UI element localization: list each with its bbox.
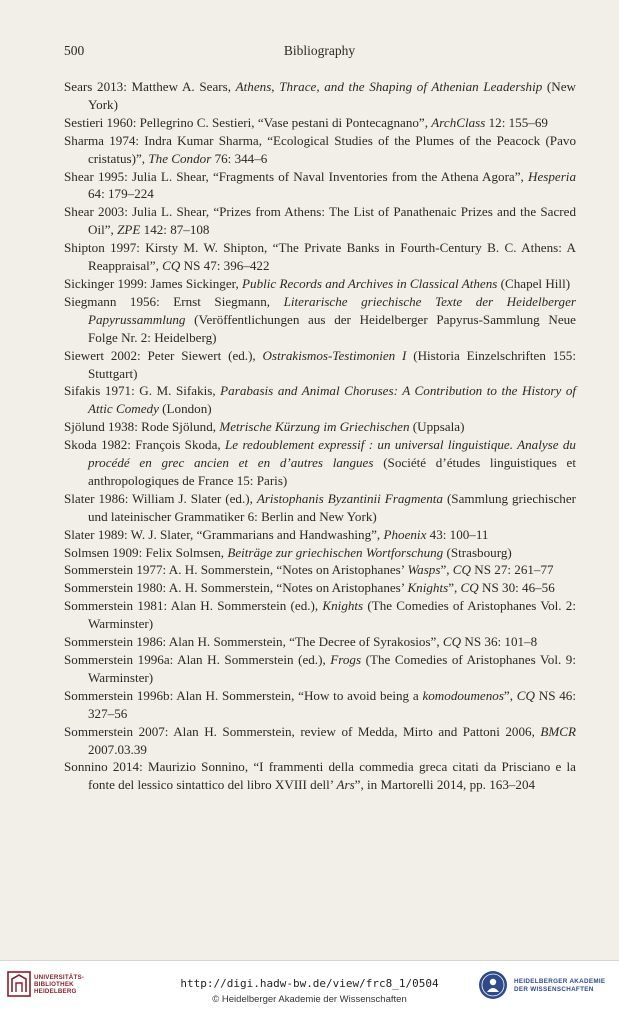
bibliography-entry bbox=[64, 561, 576, 579]
entry-text: (Historia Einzelschriften 155: Stuttgart) bbox=[88, 347, 576, 381]
entry-text: (The Comedies of Aristophanes Vol. 2: Warminster) bbox=[88, 598, 576, 632]
entry-text: Siegmann 1956: Ernst Siegmann, bbox=[64, 293, 284, 309]
entry-text: NS 27: 261–77 bbox=[471, 562, 554, 578]
academy-name-line: HEIDELBERGER AKADEMIE bbox=[514, 978, 606, 985]
entry-title-italic: Public Records and Archives in Classical Athens bbox=[242, 275, 498, 291]
bibliography-entry bbox=[64, 758, 576, 794]
entry-text: Solmsen 1909: Felix Solmsen, bbox=[64, 544, 228, 560]
library-name-line: HEIDELBERG bbox=[34, 988, 77, 995]
running-head bbox=[64, 43, 575, 61]
entry-text: ”, in Martorelli 2014, pp. 163–204 bbox=[354, 777, 536, 793]
academy-name bbox=[514, 978, 605, 993]
bibliography-entry bbox=[64, 436, 576, 490]
entry-text: Sjölund 1938: Rode Sjölund, bbox=[64, 419, 220, 435]
entry-text: (Chapel Hill) bbox=[497, 275, 571, 291]
entry-text: Shear 1995: Julia L. Shear, “Fragments of Naval Inventories from the Athena Agora”, bbox=[64, 168, 528, 184]
bibliography-entry bbox=[64, 114, 576, 132]
bibliography-entry bbox=[64, 526, 576, 544]
library-name-line: BIBLIOTHEK bbox=[34, 981, 74, 988]
copyright-notice: © Heidelberger Akademie der Wissenschaften bbox=[212, 994, 407, 1005]
entry-text: ”, bbox=[503, 687, 517, 703]
entry-title-italic: komodoumenos bbox=[422, 687, 504, 703]
permalink-url[interactable]: http://digi.hadw-bw.de/view/frc8_1/0504 bbox=[180, 977, 439, 990]
entry-text: Skoda 1982: François Skoda, bbox=[64, 437, 226, 453]
viewer-footer bbox=[0, 960, 619, 1009]
entry-text: Shear 2003: Julia L. Shear, “Prizes from Athens: The List of Panathenaic Prizes and the Sacred Oil”, bbox=[64, 204, 576, 238]
entry-text: Sommerstein 1981: Alan H. Sommerstein (ed.), bbox=[64, 598, 323, 614]
entry-title-italic: Beiträge zur griechischen Wortforschung bbox=[227, 544, 444, 560]
entry-title-italic: Wasps bbox=[407, 562, 441, 578]
entry-title-italic: CQ bbox=[516, 687, 535, 703]
entry-text: Sestieri 1960: Pellegrino C. Sestieri, “Vase pestani di Pontecagnano”, bbox=[64, 114, 432, 130]
bibliography-entry bbox=[64, 239, 576, 275]
entry-text: Slater 1986: William J. Slater (ed.), bbox=[64, 490, 257, 506]
entry-text: 43: 100–11 bbox=[426, 526, 489, 542]
entry-title-italic: Frogs bbox=[330, 652, 362, 667]
entry-title-italic: CQ bbox=[460, 580, 479, 596]
entry-text: Sommerstein 1980: A. H. Sommerstein, “Notes on Aristophanes’ bbox=[64, 580, 408, 596]
entry-text: Sonnino 2014: Maurizio Sonnino, “I frammenti della commedia greca citati da Prisciano e la fonte del lessico sintattico del libro XVIII dell’ bbox=[64, 759, 576, 793]
bibliography-list bbox=[64, 78, 576, 794]
entry-title-italic: Le redoublement expressif : un universal linguistique. Analyse du procédé en grec ancien et en d’autres langues bbox=[88, 437, 576, 471]
bibliography-entry bbox=[64, 579, 576, 597]
entry-title-italic: Ostrakismos-Testimonien I bbox=[262, 347, 407, 363]
entry-title-italic: Ars bbox=[336, 777, 355, 793]
bibliography-entry bbox=[64, 633, 576, 651]
entry-text: Sommerstein 2007: Alan H. Sommerstein, review of Medda, Mirto and Pattoni 2006, bbox=[64, 723, 541, 739]
entry-text: 142: 87–108 bbox=[140, 222, 210, 238]
entry-text: ”, bbox=[448, 580, 461, 596]
entry-title-italic: ZPE bbox=[117, 222, 141, 238]
entry-text: (Strasbourg) bbox=[443, 544, 512, 560]
entry-title-italic: Hesperia bbox=[527, 168, 576, 184]
bibliography-entry bbox=[64, 132, 576, 168]
entry-text: Siewert 2002: Peter Siewert (ed.), bbox=[64, 347, 263, 363]
entry-text: Sears 2013: Matthew A. Sears, bbox=[64, 79, 236, 94]
entry-text: Sharma 1974: Indra Kumar Sharma, “Ecological Studies of the Plumes of the Peacock (Pavo cristatus)”, bbox=[64, 132, 576, 166]
bibliography-entry bbox=[64, 723, 576, 759]
entry-title-italic: Aristophanis Byzantinii Fragmenta bbox=[256, 490, 443, 506]
entry-text: NS 36: 101–8 bbox=[461, 634, 538, 650]
page-number: 500 bbox=[64, 43, 85, 58]
entry-title-italic: ArchClass bbox=[431, 114, 486, 130]
bibliography-entry bbox=[64, 78, 576, 114]
entry-text: (Veröffentlichungen aus der Heidelberger Papyrus-Sammlung Neue Folge Nr. 2: Heidelberg) bbox=[88, 311, 576, 345]
library-name-line: UNIVERSITÄTS- bbox=[34, 974, 85, 981]
entry-text: Sommerstein 1996a: Alan H. Sommerstein (ed.), bbox=[64, 652, 331, 667]
entry-title-italic: CQ bbox=[442, 634, 462, 650]
entry-text: 12: 155–69 bbox=[485, 114, 548, 130]
entry-title-italic: The Condor bbox=[148, 150, 212, 166]
entry-text: (Société d’études linguistiques et anthropologiques de France 15: Paris) bbox=[88, 455, 576, 488]
entry-title-italic: Knights bbox=[407, 580, 449, 596]
entry-text: (The Comedies of Aristophanes Vol. 9: Warminster) bbox=[88, 652, 576, 685]
entry-text: NS 47: 396–422 bbox=[180, 258, 270, 274]
entry-title-italic: Parabasis and Animal Choruses: A Contribution to the History of Attic Comedy bbox=[88, 383, 576, 417]
entry-text: NS 30: 46–56 bbox=[478, 580, 555, 596]
academy-seal-icon[interactable] bbox=[478, 970, 508, 1000]
entry-title-italic: CQ bbox=[452, 562, 471, 578]
bibliography-entry bbox=[64, 168, 576, 204]
bibliography-entry bbox=[64, 597, 576, 633]
entry-text: Shipton 1997: Kirsty M. W. Shipton, “The Private Banks in Fourth-Century B. C. Athens: A Reappraisal”, bbox=[64, 240, 576, 274]
entry-title-italic: Knights bbox=[322, 598, 364, 614]
bibliography-entry bbox=[64, 418, 576, 436]
entry-text: (Sammlung griechischer und lateinischer Grammatiker 6: Berlin and New York) bbox=[88, 490, 576, 524]
entry-text: 2007.03.39 bbox=[88, 741, 147, 757]
entry-text: 64: 179–224 bbox=[88, 186, 154, 202]
academy-name-line: DER WISSENSCHAFTEN bbox=[514, 985, 594, 993]
bibliography-entry bbox=[64, 544, 576, 562]
bibliography-entry bbox=[64, 203, 576, 239]
bibliography-entry bbox=[64, 275, 576, 293]
entry-text: Sickinger 1999: James Sickinger, bbox=[64, 275, 243, 291]
entry-text: (New York) bbox=[88, 79, 576, 112]
entry-title-italic: Literarische griechische Texte der Heidelberger Papyrussammlung bbox=[88, 293, 576, 327]
bibliography-entry bbox=[64, 687, 576, 723]
bibliography-entry bbox=[64, 382, 576, 418]
entry-text: ”, bbox=[440, 562, 453, 578]
bibliography-entry bbox=[64, 490, 576, 526]
entry-text: Sifakis 1971: G. M. Sifakis, bbox=[64, 383, 221, 399]
entry-text: (London) bbox=[158, 401, 212, 417]
entry-text: Sommerstein 1977: A. H. Sommerstein, “Notes on Aristophanes’ bbox=[64, 562, 408, 578]
entry-title-italic: CQ bbox=[162, 258, 181, 274]
entry-title-italic: Athens, Thrace, and the Shaping of Athenian Leadership bbox=[235, 79, 543, 94]
entry-text: Sommerstein 1986: Alan H. Sommerstein, “The Decree of Syrakosios”, bbox=[64, 634, 443, 650]
entry-text: 76: 344–6 bbox=[211, 150, 268, 166]
bibliography-entry bbox=[64, 651, 576, 687]
bibliography-entry bbox=[64, 347, 576, 383]
entry-text: NS 46: 327–56 bbox=[88, 687, 576, 721]
entry-title-italic: BMCR bbox=[540, 723, 576, 739]
entry-text: Sommerstein 1996b: Alan H. Sommerstein, “How to avoid being a bbox=[64, 687, 423, 703]
running-title: Bibliography bbox=[283, 43, 356, 58]
entry-text: (Uppsala) bbox=[409, 419, 465, 435]
entry-title-italic: Phoenix bbox=[383, 526, 427, 542]
entry-text: Slater 1989: W. J. Slater, “Grammarians and Handwashing”, bbox=[64, 526, 384, 542]
entry-title-italic: Metrische Kürzung im Griechischen bbox=[219, 419, 410, 435]
bibliography-entry bbox=[64, 293, 576, 347]
